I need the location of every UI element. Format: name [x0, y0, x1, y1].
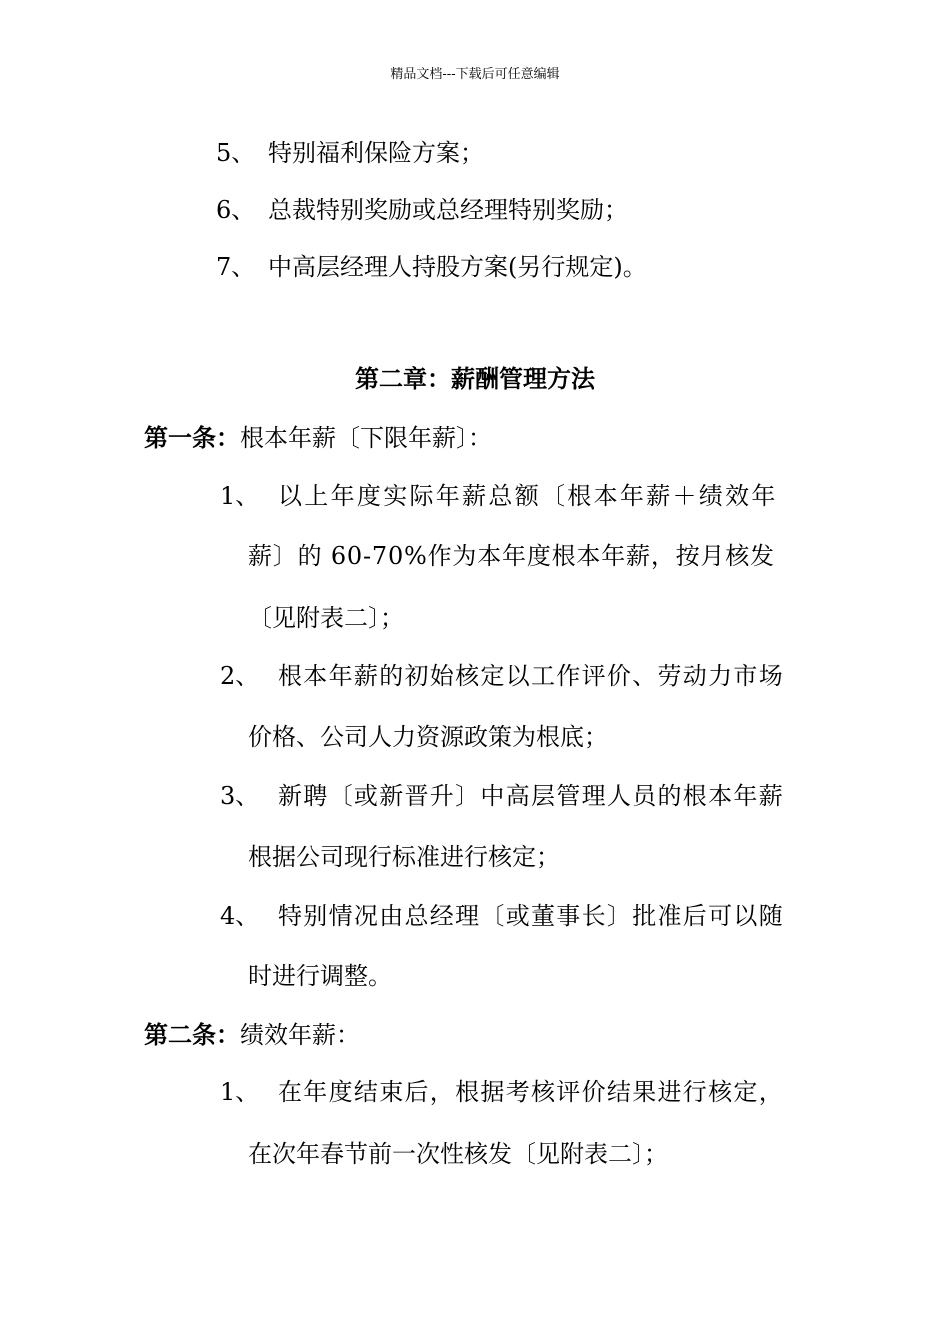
article1-item-line: 特别情况由总经理〔或董事长〕批准后可以随: [278, 902, 784, 930]
article-title: 绩效年薪：: [240, 1021, 360, 1049]
article1-item-line: 以上年度实际年薪总额〔根本年薪＋绩效年: [278, 482, 778, 510]
list-item: [216, 250, 647, 284]
list-text: 总裁特别奖励或总经理特别奖励；: [268, 196, 628, 224]
list-number: 7、: [216, 253, 256, 281]
chapter-title: 第二章：薪酬管理方法: [355, 364, 595, 393]
list-item: [216, 136, 484, 170]
list-item: [216, 193, 628, 227]
article2-item-number: 1、: [220, 1078, 260, 1106]
article2-item-line: 在次年春节前一次性核发〔见附表二〕；: [248, 1140, 668, 1168]
article-label: 第一条：: [144, 423, 240, 452]
article1-item-number: 2、: [220, 662, 260, 690]
article-heading: [144, 421, 492, 455]
article-label: 第二条：: [144, 1020, 240, 1049]
article1-item-line: 时进行调整。: [248, 962, 392, 990]
list-number: 6、: [216, 196, 256, 224]
article1-item-line: 〔见附表二〕；: [248, 604, 404, 632]
list-number: 5、: [216, 139, 256, 167]
list-text: 特别福利保险方案；: [268, 139, 484, 167]
article1-item-number: 4、: [220, 902, 260, 930]
article1-item-line: 根本年薪的初始核定以工作评价、劳动力市场: [278, 662, 784, 690]
article2-item-line: 在年度结束后，根据考核评价结果进行核定，: [278, 1078, 784, 1106]
page-header: 精品文档---下载后可任意编辑: [390, 67, 560, 82]
article1-item-number: 1、: [220, 482, 260, 510]
list-text: 中高层经理人持股方案(另行规定)。: [268, 253, 647, 281]
article1-item-line: 根据公司现行标准进行核定；: [248, 843, 560, 871]
article-heading: [144, 1018, 360, 1052]
article1-item-line: 价格、公司人力资源政策为根底；: [248, 723, 608, 751]
article1-item-line: 薪〕的 60-70%作为本年度根本年薪，按月核发: [248, 542, 775, 570]
article1-item-line: 新聘〔或新晋升〕中高层管理人员的根本年薪: [278, 782, 784, 810]
article-title: 根本年薪〔下限年薪〕：: [240, 424, 492, 452]
article1-item-number: 3、: [220, 782, 260, 810]
